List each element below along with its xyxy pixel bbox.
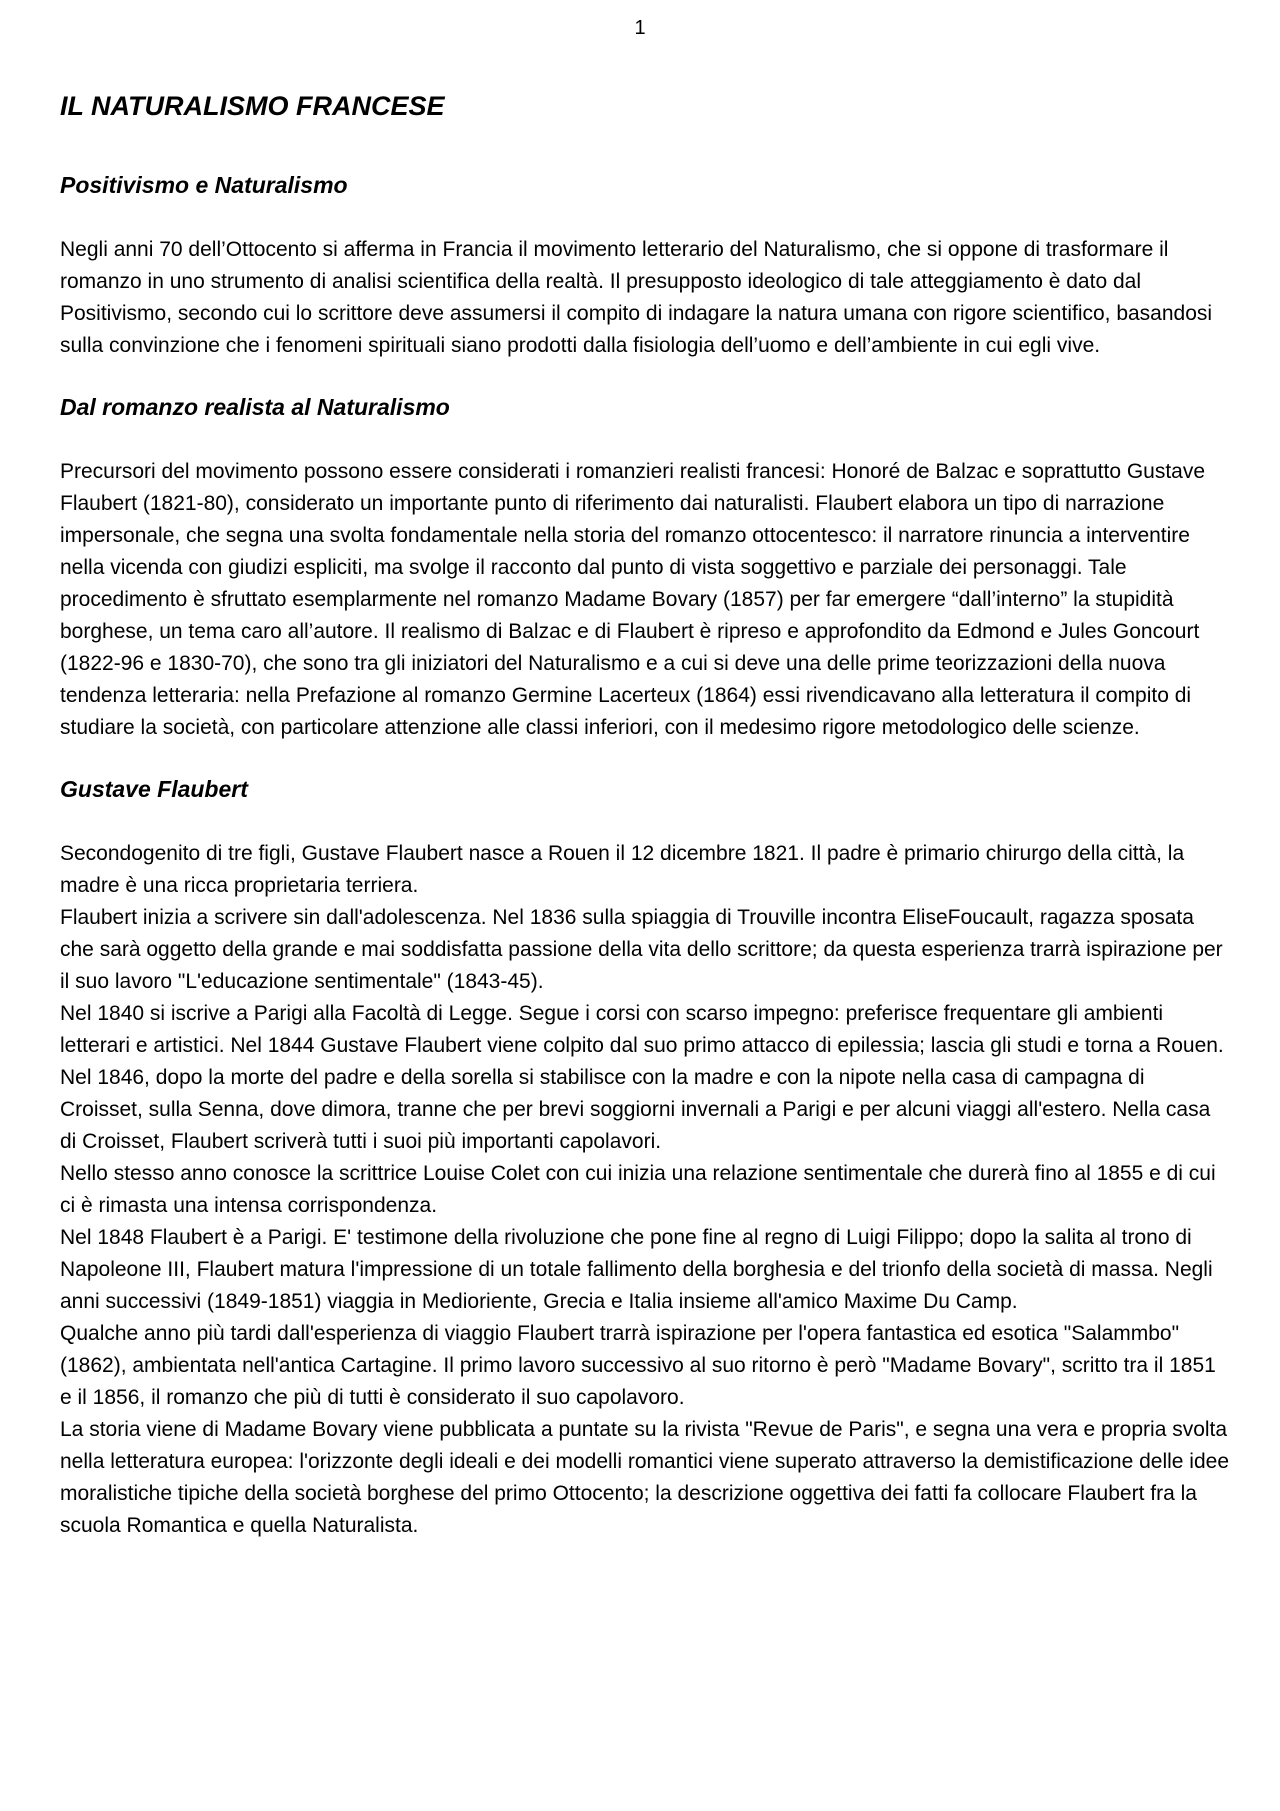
section-heading: Positivismo e Naturalismo	[60, 172, 348, 198]
section-heading: Dal romanzo realista al Naturalismo	[60, 394, 450, 420]
paragraph: Flaubert inizia a scrivere sin dall'adolescenza. Nel 1836 sulla spiaggia di Trouville incontra EliseFoucault, ragazza sposata che sarà oggetto della grande e mai soddisfatta passione della vita dello scrittore; da questa esperienza trarrà ispirazione per il suo lavoro "L'educazione sentimentale" (1843-45).	[60, 906, 1223, 993]
document-title: IL NATURALISMO FRANCESE	[60, 91, 445, 121]
section-gustave-flaubert	[60, 772, 1232, 1542]
paragraph: Nello stesso anno conosce la scrittrice Louise Colet con cui inizia una relazione sentimentale che durerà fino al 1855 e di cui ci è rimasta una intensa corrispondenza.	[60, 1162, 1216, 1217]
paragraph: Nel 1846, dopo la morte del padre e della sorella si stabilisce con la madre e con la nipote nella casa di campagna di Croisset, sulla Senna, dove dimora, tranne che per brevi soggiorni invernali a Parigi e per alcuni viaggi all'estero. Nella casa di Croisset, Flaubert scriverà tutti i suoi più importanti capolavori.	[60, 1066, 1211, 1153]
page-number: 1	[634, 17, 646, 39]
paragraph: Secondogenito di tre figli, Gustave Flaubert nasce a Rouen il 12 dicembre 1821. Il padre è primario chirurgo della città, la madre è una ricca proprietaria terriera.	[60, 842, 1185, 897]
paragraph: Nel 1840 si iscrive a Parigi alla Facoltà di Legge. Segue i corsi con scarso impegno: preferisce frequentare gli ambienti letterari e artistici. Nel 1844 Gustave Flaubert viene colpito dal suo primo attacco di epilessia; lascia gli studi e torna a Rouen.	[60, 1002, 1224, 1057]
paragraph: La storia viene di Madame Bovary viene pubblicata a puntate su la rivista "Revue de Paris", e segna una vera e propria svolta nella letteratura europea: l'orizzonte degli ideali e dei modelli romantici viene superato attraverso la demistificazione delle idee moralistiche tipiche della società borghese del primo Ottocento; la descrizione oggettiva dei fatti fa collocare Flaubert fra la scuola Romantica e quella Naturalista.	[60, 1418, 1229, 1537]
section-positivismo	[60, 168, 1232, 362]
document-body	[60, 86, 1232, 1570]
paragraph: Qualche anno più tardi dall'esperienza di viaggio Flaubert trarrà ispirazione per l'opera fantastica ed esotica "Salammbo" (1862), ambientata nell'antica Cartagine. Il primo lavoro successivo al suo ritorno è però "Madame Bovary", scritto tra il 1851 e il 1856, il romanzo che più di tutti è considerato il suo capolavoro.	[60, 1322, 1216, 1409]
section-heading: Gustave Flaubert	[60, 776, 248, 802]
paragraph: Negli anni 70 dell’Ottocento si afferma in Francia il movimento letterario del Naturalismo, che si oppone di trasformare il romanzo in uno strumento di analisi scientifica della realtà. Il presupposto ideologico di tale atteggiamento è dato dal Positivismo, secondo cui lo scrittore deve assumersi il compito di indagare la natura umana con rigore scientifico, basandosi sulla convinzione che i fenomeni spirituali siano prodotti dalla fisiologia dell’uomo e dell’ambiente in cui egli vive.	[60, 238, 1213, 357]
paragraph: Nel 1848 Flaubert è a Parigi. E' testimone della rivoluzione che pone fine al regno di Luigi Filippo; dopo la salita al trono di Napoleone III, Flaubert matura l'impressione di un totale fallimento della borghesia e del trionfo della società di massa. Negli anni successivi (1849-1851) viaggia in Medioriente, Grecia e Italia insieme all'amico Maxime Du Camp.	[60, 1226, 1213, 1313]
paragraph: Precursori del movimento possono essere considerati i romanzieri realisti francesi: Honoré de Balzac e soprattutto Gustave Flaubert (1821-80), considerato un importante punto di riferimento dai naturalisti. Flaubert elabora un tipo di narrazione impersonale, che segna una svolta fondamentale nella storia del romanzo ottocentesco: il narratore rinuncia a interventire nella vicenda con giudizi espliciti, ma svolge il racconto dal punto di vista soggettivo e parziale dei personaggi. Tale procedimento è sfruttato esemplarmente nel romanzo Madame Bovary (1857) per far emergere “dall’interno” la stupidità borghese, un tema caro all’autore. Il realismo di Balzac e di Flaubert è ripreso e approfondito da Edmond e Jules Goncourt (1822-96 e 1830-70), che sono tra gli iniziatori del Naturalismo e a cui si deve una delle prime teorizzazioni della nuova tendenza letteraria: nella Prefazione al romanzo Germine Lacerteux (1864) essi rivendicavano alla letteratura il compito di studiare la società, con particolare attenzione alle classi inferiori, con il medesimo rigore metodologico delle scienze.	[60, 460, 1206, 739]
section-romanzo-realista	[60, 390, 1232, 744]
